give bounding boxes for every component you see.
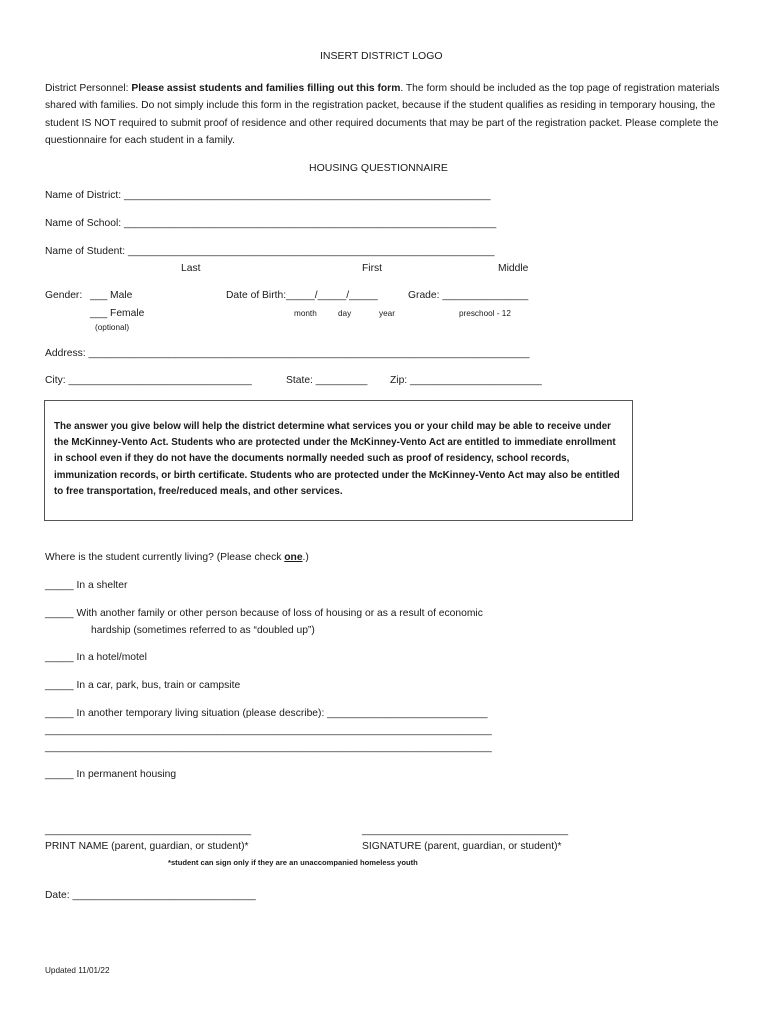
last-name-label: Last xyxy=(181,263,201,274)
intro-label: District Personnel: xyxy=(45,83,132,94)
grade-field[interactable]: Grade: _______________ xyxy=(408,290,529,301)
print-name-line[interactable]: ____________________________________ xyxy=(45,825,252,836)
gender-label: Gender: xyxy=(45,290,83,301)
mckinney-vento-notice-box xyxy=(44,400,633,521)
gender-optional-note: (optional) xyxy=(95,323,130,332)
other-description-line-2[interactable]: ______________________________________________________________________________ xyxy=(45,742,492,753)
city-field[interactable]: City: ________________________________ xyxy=(45,375,252,386)
signature-note: *student can sign only if they are an unaccompanied homeless youth xyxy=(168,858,418,867)
print-name-label: PRINT NAME (parent, guardian, or student)* xyxy=(45,841,249,852)
signature-label: SIGNATURE (parent, guardian, or student)* xyxy=(362,841,562,852)
question-suffix: .) xyxy=(302,552,309,563)
option-doubled-up[interactable]: _____ With another family or other person because of loss of housing or as a result of economic xyxy=(45,608,483,619)
option-hotel-motel[interactable]: _____ In a hotel/motel xyxy=(45,652,147,663)
date-field[interactable]: Date: ________________________________ xyxy=(45,890,256,901)
option-other-temporary[interactable]: _____ In another temporary living situation (please describe): ____________________________ xyxy=(45,708,488,719)
question-prefix: Where is the student currently living? (Please check xyxy=(45,552,285,563)
living-situation-question xyxy=(45,552,309,563)
middle-name-label: Middle xyxy=(498,263,529,274)
option-doubled-up-detail: hardship (sometimes referred to as “doubled up”) xyxy=(91,625,315,636)
gender-male-option[interactable]: ___ Male xyxy=(90,290,133,301)
grade-hint: preschool - 12 xyxy=(459,309,511,318)
school-name-field[interactable]: Name of School: _________________________________________________________________ xyxy=(45,218,497,229)
district-name-field[interactable]: Name of District: ________________________________________________________________ xyxy=(45,190,491,201)
notice-text: The answer you give below will help the district determine what services you or your child may be able to receive under the McKinney-Vento Act. Students who are protected under the McKinney-Vento Act are entitled to immediate enrollment in school even if they do not have the documents normally needed such as proof of residency, school records, immunization records, or birth certificate. Students who are protected under the McKinney-Vento Act may also be entitled to free transportation, free/reduced meals, and other services. xyxy=(54,421,620,497)
intro-paragraph xyxy=(45,80,735,149)
dob-day-label: day xyxy=(338,309,352,318)
intro-bold: Please assist students and families filling out this form xyxy=(131,83,401,94)
signature-line[interactable]: ____________________________________ xyxy=(362,825,569,836)
district-logo-placeholder: INSERT DISTRICT LOGO xyxy=(320,50,443,62)
gender-female-option[interactable]: ___ Female xyxy=(90,308,145,319)
intro-rest: . The form should be included as the top page of registration materials shared with families. Do not simply include this form in the registration packet, because if the student qualifies as residing in temporary housing, the student IS NOT required to submit proof of residence and other required documents that may be part of the registration packet. Please complete the questionnaire for each student in a family. xyxy=(45,83,720,146)
section-title: HOUSING QUESTIONNAIRE xyxy=(309,162,448,174)
dob-year-label: year xyxy=(379,309,395,318)
first-name-label: First xyxy=(362,263,383,274)
dob-month-label: month xyxy=(294,309,317,318)
option-car-park-campsite[interactable]: _____ In a car, park, bus, train or campsite xyxy=(45,680,241,691)
zip-field[interactable]: Zip: _______________________ xyxy=(390,375,542,386)
state-field[interactable]: State: _________ xyxy=(286,375,368,386)
updated-footer: Updated 11/01/22 xyxy=(45,966,110,975)
option-permanent-housing[interactable]: _____ In permanent housing xyxy=(45,769,177,780)
option-shelter[interactable]: _____ In a shelter xyxy=(45,580,128,591)
other-description-line-1[interactable]: ______________________________________________________________________________ xyxy=(45,725,492,736)
address-field[interactable]: Address: _____________________________________________________________________________ xyxy=(45,348,530,359)
student-name-field[interactable]: Name of Student: ________________________________________________________________ xyxy=(45,246,495,257)
question-emphasis: one xyxy=(284,552,303,563)
date-of-birth-field[interactable]: Date of Birth:_____/_____/_____ xyxy=(226,290,378,301)
